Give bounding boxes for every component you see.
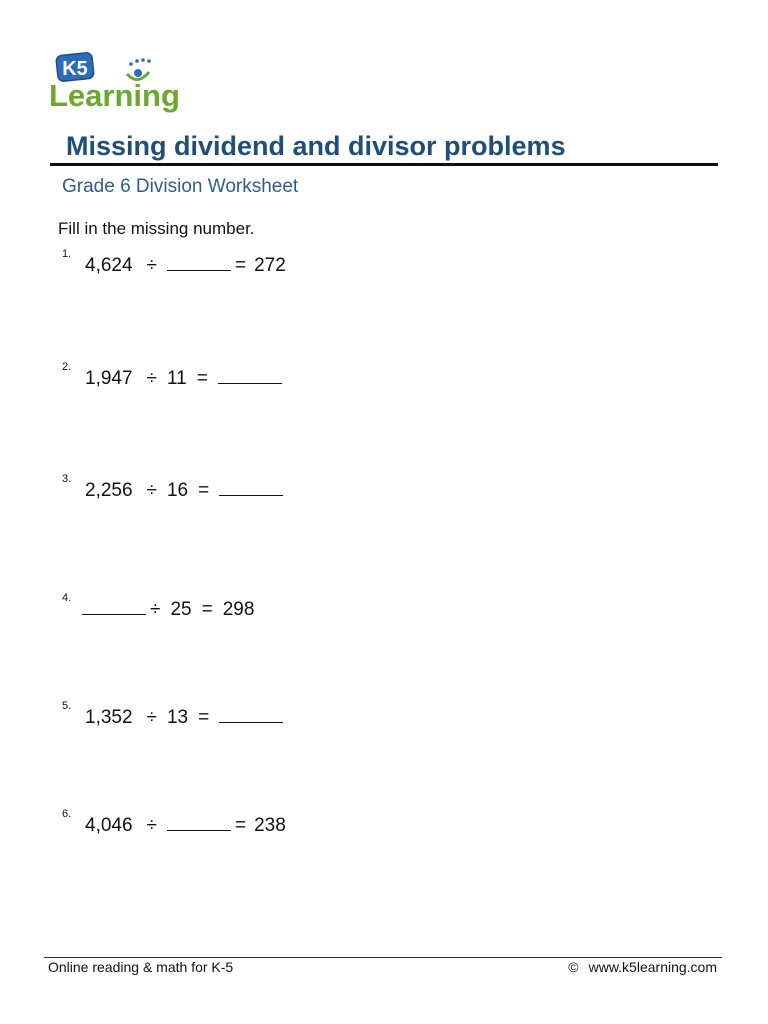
equals-sign: =: [198, 480, 210, 501]
dividend: 1,352: [85, 707, 133, 728]
quotient: 298: [222, 599, 255, 620]
divisor: 13: [166, 707, 189, 728]
problem-5: [62, 700, 462, 730]
dividend: 1,947: [85, 368, 133, 389]
problem-3: [62, 473, 462, 503]
divide-sign: ÷: [146, 707, 157, 728]
problem-number: 4.: [62, 592, 72, 604]
k5-learning-logo: [47, 50, 187, 114]
dividend: 4,046: [85, 815, 133, 836]
problem-4: [62, 592, 462, 622]
problem-number: 2.: [62, 361, 72, 373]
problem-1: [62, 248, 462, 278]
answer-blank-quotient[interactable]: [219, 477, 283, 496]
answer-blank-quotient[interactable]: [219, 704, 283, 723]
copyright-symbol: ©: [568, 959, 579, 975]
divide-sign: ÷: [150, 599, 161, 620]
divisor: 11: [166, 368, 187, 389]
problem-6: [62, 808, 462, 838]
equals-sign: =: [234, 815, 247, 836]
logo-badge-text: K5: [62, 58, 88, 80]
problem-equation: [82, 596, 254, 621]
equals-sign: =: [198, 707, 210, 728]
answer-blank-quotient[interactable]: [218, 365, 282, 384]
divide-sign: ÷: [146, 480, 157, 501]
dividend: 4,624: [85, 255, 133, 276]
problem-number: 1.: [62, 248, 72, 260]
footer-website: [568, 959, 717, 975]
website-link[interactable]: www.k5learning.com: [588, 959, 717, 975]
equals-sign: =: [196, 368, 208, 389]
footer-divider: [44, 957, 722, 958]
divide-sign: ÷: [146, 368, 157, 389]
quotient: 272: [254, 255, 286, 276]
problem-equation: [85, 252, 286, 277]
problem-equation: [85, 477, 287, 502]
problem-2: [62, 361, 462, 391]
equals-sign: =: [201, 599, 213, 620]
instructions-text: Fill in the missing number.: [58, 219, 255, 238]
problem-number: 6.: [62, 808, 72, 820]
divide-sign: ÷: [146, 815, 157, 836]
divisor: 16: [166, 480, 189, 501]
answer-blank-divisor[interactable]: [167, 812, 231, 831]
problem-equation: [85, 812, 286, 837]
problem-equation: [85, 365, 286, 390]
equals-sign: =: [234, 255, 247, 276]
problem-number: 5.: [62, 700, 72, 712]
problem-equation: [85, 704, 287, 729]
problem-number: 3.: [62, 473, 72, 485]
page-title: Missing dividend and divisor problems: [66, 131, 566, 161]
page-subtitle: Grade 6 Division Worksheet: [62, 176, 299, 197]
quotient: 238: [254, 815, 286, 836]
answer-blank-dividend[interactable]: [82, 596, 146, 615]
footer-tagline: Online reading & math for K-5: [48, 959, 234, 975]
divisor: 25: [170, 599, 192, 620]
dividend: 2,256: [85, 480, 133, 501]
title-divider: [50, 163, 718, 166]
divide-sign: ÷: [146, 255, 157, 276]
answer-blank-divisor[interactable]: [167, 252, 231, 271]
logo-wordmark-text: Learning: [49, 78, 180, 113]
k5-learning-logo-graphic: [47, 50, 187, 114]
